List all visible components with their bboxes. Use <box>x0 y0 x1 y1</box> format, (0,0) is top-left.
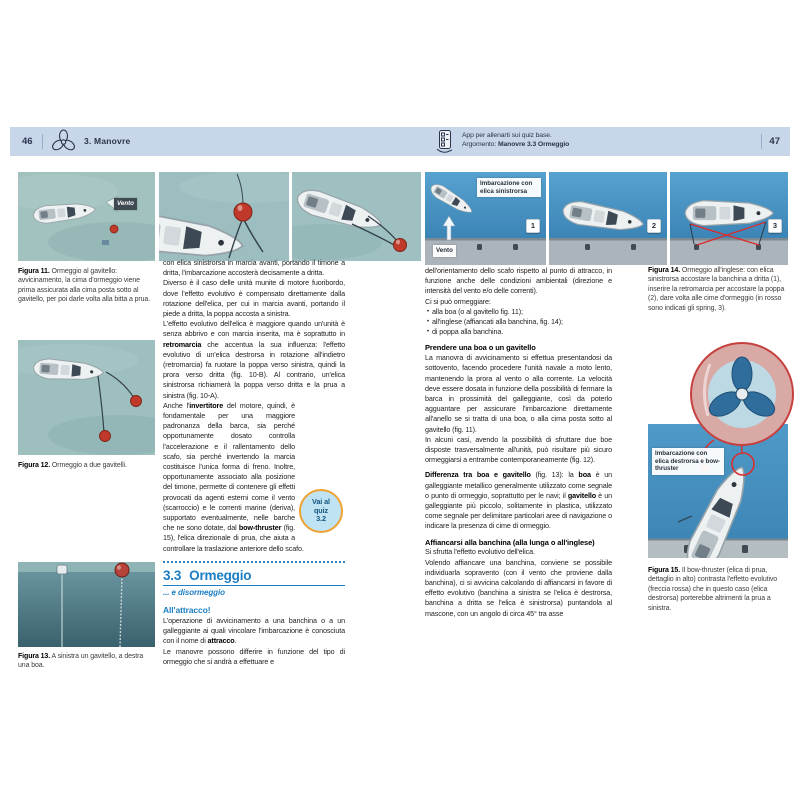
propeller-icon <box>50 129 77 154</box>
paragraph-text: Anche l'invertitore del motore, quindi, è fondamentale per una maggiore padronanza della barca, sia perché opportunamente dosato controlla l'accelerazione e il rallentamento dello scafo, sia perché invertendo la marcia costituisce l'unica forma di freno. Inoltre, opportunamente associato alla posizione del timone, permette di contenere gli effetti provocati da agenti esterni come il vento (scarroccio) e le correnti marine (deriva), supportato eventualmente, nelle barche che ne sono dotate, dal bow-thruster (fig. 15), l'elica direzionale di prua, che aiuta a controllare la traslazione anteriore dello scafo. <box>163 400 304 553</box>
fig11-photo-panel-2 <box>159 172 289 261</box>
fig11-caption <box>18 267 155 305</box>
header-divider <box>761 134 762 149</box>
caption-text: Figura 13. A sinistra un gavitello, a destra una boa. <box>18 653 144 670</box>
quiz-badge-area <box>299 489 345 537</box>
paragraph <box>163 401 345 554</box>
list-intro: Ci si può ormeggiare: <box>425 296 491 306</box>
section-heading <box>163 568 345 583</box>
propeller-type-label: Imbarcazione con elica sinistrorsa <box>477 178 541 197</box>
fig14-photo-panel-3 <box>670 172 788 265</box>
fig12-photo <box>18 340 155 455</box>
paragraph: con elica sinistrorsa in marcia avanti, portando il timone a dritta, l'imbarcazione accosterà decisamente a dritta. <box>163 258 345 278</box>
bow-thruster-detail-photo <box>690 342 794 446</box>
fig14-photo-panel-1 <box>425 172 546 265</box>
fig14-caption: Figura 14. Ormeggio all'inglese: con elica sinistrorsa accostare la banchina a dritta (1), inserire la retromarcia per accostare la poppa (2), dare volta alle cime d'ormeggio (in rosso sono indicati gli spring, 3). <box>648 267 785 312</box>
app-note-line2: Argomento: Manovre 3.3 Ormeggio <box>462 140 570 148</box>
fig14-photo-panel-2 <box>549 172 667 265</box>
header-divider <box>42 134 43 149</box>
section-number: 3.3 <box>163 567 182 583</box>
paragraph: Volendo affiancare una banchina, conviene se possibile individuarla sopravento (con il vento che proviene dalla banchina), ci si avvicina calcolando di affiancarsi in favore di effetto evolutivo (banchina a sinistra se l'elica è destrorsa, banchina a dritta se l'elica è sinistrorsa) puntandola al mascone, con un angolo di circa 45° tra asse <box>425 557 612 618</box>
section-rule <box>163 585 345 586</box>
list-item: • all'inglese (affiancati alla banchina, fig. 14); <box>425 317 612 327</box>
paragraph: Differenza tra boa e gavitello (fig. 13): la boa è un galleggiante metallico generalmente utilizzato come segnale o punto di ormeggio, soprattutto per le navi; il gavitello è un galleggiante più piccolo, solitamente in plastica, utilizzato come segnale per delimitare particolari aree di navigazione o indicare la presenza di cime di ormeggio. <box>425 470 613 531</box>
fig13-caption <box>18 652 155 671</box>
quiz-3-2-badge[interactable]: Vai al quiz 3.2 <box>299 489 343 533</box>
caption-text: Figura 11. Ormeggio al gavitello: avvicinamento, la cima d'ormeggio viene prima assicurata alla cima posta sotto al gavitello, per poi darle volta alla bitta a prua. <box>18 268 151 304</box>
caption-text: Figura 15. Il bow-thruster (elica di prua, dettaglio in alto) contrasta l'effetto evolutivo (freccia rossa) che in questo caso (elica destrorsa) porterebbe altrimenti la prua a sinistra. <box>648 567 778 612</box>
step-number: 3 <box>768 219 782 233</box>
section-title: Ormeggio <box>189 567 252 583</box>
fig15-caption <box>648 566 788 613</box>
wind-label: Vento <box>114 198 137 210</box>
fig11-photo-panel-1 <box>18 172 155 261</box>
app-note-line1: App per allenarti sui quiz base. <box>462 132 552 139</box>
list-item: • di poppa alla banchina. <box>425 327 612 337</box>
step-number: 2 <box>647 219 661 233</box>
right-figure-column <box>648 266 788 666</box>
section-separator <box>163 561 345 563</box>
subsection-heading: All'attracco! <box>163 604 211 615</box>
paragraph: Si sfrutta l'effetto evolutivo dell'elica. <box>425 547 535 557</box>
paragraph: La manovra di avvicinamento si effettua presentandosi da sottovento, facendo procedere l'unità navale a moto lento, mantenendo la prora al vento o alla corrente. La velocità deve essere dosata in funzione della possibilità di fermare la barca in prossimità del galleggiante, così da poterlo agguantare per assicurare l'imbarcazione direttamente all'anello se si tratta di una boa, o alla cima posta sotto al gavitello (fig. 11). <box>425 353 612 434</box>
chapter-label: 3. Manovre <box>84 136 131 146</box>
header-bar <box>10 127 790 156</box>
right-page-text-column <box>425 266 612 619</box>
quiz-app-icon <box>435 129 455 154</box>
fig13-photo <box>18 562 155 647</box>
fig15-photo <box>648 424 788 558</box>
subsection-heading: Prendere una boa o un gavitello <box>425 343 536 353</box>
propeller-type-label: Imbarcazione con elica destrorsa e bow-thruster <box>652 448 724 475</box>
paragraph: Le manovre possono differire in funzione del tipo di ormeggio che si andrà a effettuare e <box>163 646 345 666</box>
step-number: 1 <box>526 219 540 233</box>
fig12-caption <box>18 461 155 470</box>
wind-label: Vento <box>433 245 456 257</box>
paragraph: Diverso è il caso delle unità munite di motore fuoribordo, dove l'effetto evolutivo è compensato direttamente dalla rotazione dell'elica, per cui in marcia avanti, portando il piede a dritta, la poppa accosta a sinistra. <box>163 278 345 319</box>
page-number-left: 46 <box>22 136 33 147</box>
page-number-right: 47 <box>769 136 780 147</box>
fig11-photo-panel-3 <box>292 172 421 261</box>
paragraph: In alcuni casi, avendo la possibilità di sfruttare due boe disposte trasversalmente all'unità, può risultare più sicuro ormeggiarsi a entrambe contemporaneamente (fig. 12). <box>425 434 612 465</box>
left-page-text-column <box>163 258 345 667</box>
paragraph: L'operazione di avvicinamento a una banchina o a un galleggiante ai quali vincolare l'imbarcazione è conosciuta con il nome di attracco. <box>163 615 345 646</box>
paragraph: L'effetto evolutivo dell'elica è maggiore quando un'unità è senza abbrivo e con marcia inserita, ma è soprattutto in retromarcia che accentua la sua influenza: l'effetto evolutivo di un'elica destrorsa in rotazione all'indietro (retromarcia) fa ruotare la poppa verso sinistra, quindi la prora verso dritta (fig. 10-B). Al contrario, un'elica sinistrorsa richiamerà la poppa verso dritta e la prua a sinistra (fig. 10-A). <box>163 319 345 400</box>
caption-text: Figura 12. Ormeggio a due gavitelli. <box>18 462 127 469</box>
section-subtitle: ... e disormeggio <box>163 587 225 597</box>
subsection-heading: Affiancarsi alla banchina (alla lunga o all'inglese) <box>425 537 595 547</box>
app-note <box>462 132 569 149</box>
paragraph: dell'orientamento dello scafo rispetto al punto di attracco, in funzione anche delle condizioni ambientali (direzione e intensità del vento e/o delle correnti). <box>425 266 612 296</box>
list-item: • alla boa (o al gavitello fig. 11); <box>425 307 612 317</box>
